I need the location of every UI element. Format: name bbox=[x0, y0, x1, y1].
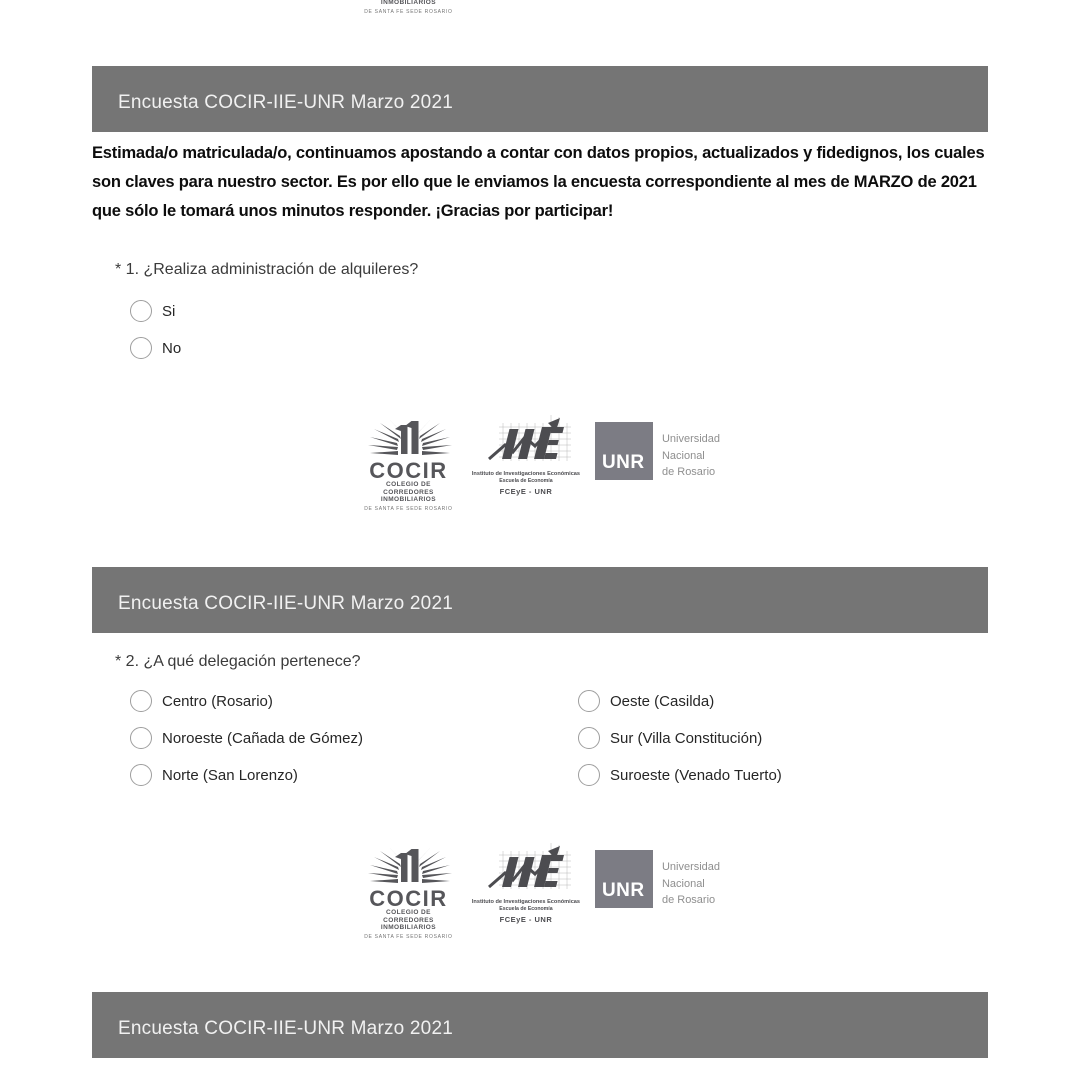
option-centro-rosario[interactable] bbox=[130, 690, 578, 712]
section-header-2 bbox=[92, 567, 988, 633]
iie-logo bbox=[471, 415, 581, 496]
unr-name-line3: de Rosario bbox=[661, 466, 716, 478]
option-label[interactable]: Sur (Villa Constitución) bbox=[610, 729, 763, 747]
intro-paragraph: Estimada/o matriculada/o, continuamos apostando a contar con datos propios, actualizados y fidedignos, los cuales son claves para nuestro sector. Es por ello que le enviamos la encuesta correspondiente al mes de MARZO de 2021 que sólo le tomará unos minutos responder. ¡Gracias por participar! bbox=[92, 144, 985, 220]
cocir-subtitle-line2: INMOBILIARIOS bbox=[380, 924, 436, 931]
iie-subtitle-line2: Escuela de Economía bbox=[499, 906, 553, 912]
logo-strip bbox=[360, 413, 721, 512]
cocir-subtitle-line2: INMOBILIARIOS bbox=[380, 0, 436, 6]
radio-button[interactable] bbox=[130, 690, 152, 712]
cocir-wordmark: COCIR bbox=[369, 458, 448, 483]
option-label[interactable]: Centro (Rosario) bbox=[162, 692, 273, 710]
section-title: Encuesta COCIR-IIE-UNR Marzo 2021 bbox=[118, 92, 453, 113]
iie-subtitle-line3: FCEyE - UNR bbox=[499, 914, 553, 924]
radio-button[interactable] bbox=[578, 690, 600, 712]
iie-logo bbox=[471, 843, 581, 924]
logo-strip bbox=[360, 0, 720, 15]
logo-strip-slot-2 bbox=[0, 841, 1080, 940]
section-header-3 bbox=[92, 992, 988, 1058]
cocir-burst-icon bbox=[362, 416, 454, 458]
top-partial-logo-strip bbox=[0, 0, 1080, 15]
radio-button[interactable] bbox=[130, 300, 152, 322]
logo-strip bbox=[360, 841, 721, 940]
option-sur-villa-constitucion[interactable] bbox=[578, 727, 782, 749]
option-oeste-casilda[interactable] bbox=[578, 690, 782, 712]
cocir-subtitle-line1: COLEGIO DE CORREDORES bbox=[383, 909, 434, 924]
iie-subtitle-line2: Escuela de Economía bbox=[499, 478, 553, 484]
option-label[interactable]: Norte (San Lorenzo) bbox=[162, 766, 298, 784]
cocir-subtitle-line1: COLEGIO DE CORREDORES bbox=[383, 481, 434, 496]
question-1-label: * 1. ¿Realiza administración de alquileres? bbox=[115, 261, 419, 278]
cocir-logo bbox=[360, 844, 457, 940]
unr-square-icon bbox=[595, 422, 653, 480]
unr-name bbox=[662, 431, 720, 481]
option-label[interactable]: No bbox=[162, 339, 182, 357]
cocir-subtitle-line3: DE SANTA FE SEDE ROSARIO bbox=[364, 9, 453, 15]
radio-button[interactable] bbox=[578, 764, 600, 786]
logo-strip-slot-1 bbox=[0, 413, 1080, 512]
unr-abbr: UNR bbox=[601, 880, 645, 901]
option-no[interactable] bbox=[130, 337, 181, 359]
section-title: Encuesta COCIR-IIE-UNR Marzo 2021 bbox=[118, 1018, 453, 1039]
unr-name-line2: Nacional bbox=[661, 449, 705, 462]
question-1-options bbox=[130, 300, 181, 359]
option-suroeste-venado-tuerto[interactable] bbox=[578, 764, 782, 786]
unr-name-line3: de Rosario bbox=[661, 894, 716, 906]
option-label[interactable]: Si bbox=[162, 302, 176, 320]
iie-chart-icon bbox=[473, 415, 579, 465]
cocir-logo bbox=[360, 0, 457, 15]
cocir-subtitle-line2: INMOBILIARIOS bbox=[380, 496, 436, 503]
radio-button[interactable] bbox=[130, 727, 152, 749]
section-title: Encuesta COCIR-IIE-UNR Marzo 2021 bbox=[118, 593, 453, 614]
option-label[interactable]: Suroeste (Venado Tuerto) bbox=[610, 766, 782, 784]
option-norte-san-lorenzo[interactable] bbox=[130, 764, 578, 786]
cocir-logo bbox=[360, 416, 457, 512]
cocir-wordmark: COCIR bbox=[369, 886, 448, 911]
radio-button[interactable] bbox=[130, 764, 152, 786]
iie-chart-icon bbox=[473, 843, 579, 893]
option-label[interactable]: Noroeste (Cañada de Gómez) bbox=[162, 729, 363, 747]
iie-subtitle-line1: Instituto de Investigaciones Económicas bbox=[471, 899, 581, 905]
unr-name-line1: Universidad bbox=[661, 433, 721, 445]
iie-subtitle-line3: FCEyE - UNR bbox=[499, 486, 553, 496]
radio-button[interactable] bbox=[578, 727, 600, 749]
cocir-burst-icon bbox=[362, 844, 454, 886]
radio-button[interactable] bbox=[130, 337, 152, 359]
cocir-subtitle-line3: DE SANTA FE SEDE ROSARIO bbox=[364, 506, 453, 512]
section-header-1 bbox=[92, 66, 988, 132]
option-label[interactable]: Oeste (Casilda) bbox=[610, 692, 715, 710]
unr-name-line2: Nacional bbox=[661, 877, 705, 890]
unr-name bbox=[662, 859, 720, 909]
unr-abbr: UNR bbox=[601, 452, 645, 473]
question-2-label: * 2. ¿A qué delegación pertenece? bbox=[115, 653, 361, 670]
question-2-options bbox=[130, 690, 782, 786]
unr-logo bbox=[595, 422, 720, 481]
cocir-subtitle-line3: DE SANTA FE SEDE ROSARIO bbox=[364, 934, 453, 940]
unr-square-icon bbox=[595, 850, 653, 908]
iie-subtitle-line1: Instituto de Investigaciones Económicas bbox=[471, 471, 581, 477]
unr-logo bbox=[595, 850, 720, 909]
option-noroeste-canada-de-gomez[interactable] bbox=[130, 727, 578, 749]
option-si[interactable] bbox=[130, 300, 181, 322]
unr-name-line1: Universidad bbox=[661, 861, 721, 873]
